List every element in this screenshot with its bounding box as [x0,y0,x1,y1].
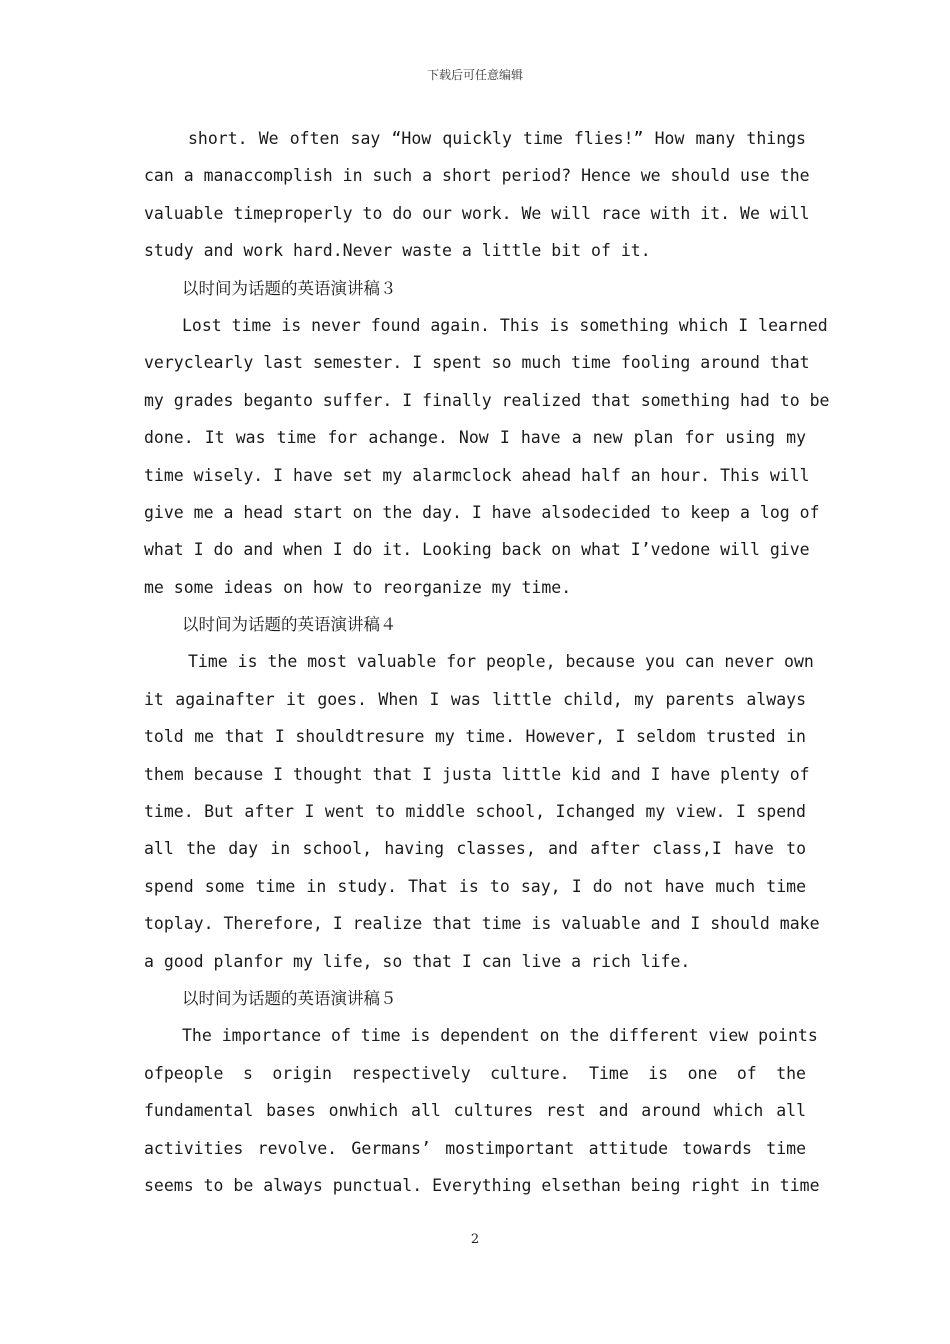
text-line: time wisely. I have set my alarmclock ahead half an hour. This will [144,465,810,485]
paragraph-speech-5 [144,1017,820,1204]
text-line: can a manaccomplish in such a short period? Hence we should use the [144,166,810,186]
text-line: me some ideas on how to reorganize my time. [144,577,572,597]
text-line: fundamental bases onwhich all cultures rest and around which all [144,1101,806,1121]
text-line: what I do and when I do it. Looking back on what I’vedone will give [144,540,810,560]
text-line: it againafter it goes. When I was little child, my parents always [144,689,806,709]
text-line: Time is the most valuable for people, because you can never own [188,652,814,672]
text-line: time. But after I went to middle school, Ichanged my view. I spend [144,802,806,822]
text-line: seems to be always punctual. Everything elsethan being right in time [144,1175,820,1195]
section-heading-3: 以时间为话题的英语演讲稿３ [182,278,397,298]
paragraph-continued [144,120,810,270]
text-line: them because I thought that I justa little kid and I have plenty of [144,764,810,784]
text-line: valuable timeproperly to do our work. We will race with it. We will [144,203,810,223]
text-line: a good planfor my life, so that I can live a rich life. [144,951,691,971]
page-number: 2 [470,1232,480,1247]
document-body [144,120,830,1204]
text-line: all the day in school, having classes, and after class,I have to [144,839,806,859]
text-line: ofpeople s origin respectively culture. Time is one of the [144,1063,806,1083]
text-line: spend some time in study. That is to say, I do not have much time [144,876,806,896]
text-line: short. We often say “How quickly time flies!” How many things [188,129,806,148]
paragraph-speech-3 [144,307,830,606]
text-line: my grades beganto suffer. I finally realized that something had to be [144,390,830,410]
text-line: told me that I shouldtresure my time. However, I seldom trusted in [144,727,806,747]
text-line: toplay. Therefore, I realize that time is valuable and I should make [144,914,820,934]
page-header-note: 下载后可任意编辑 [426,68,523,82]
section-heading-5: 以时间为话题的英语演讲稿５ [182,988,397,1008]
text-line: veryclearly last semester. I spent so much time fooling around that [144,353,810,373]
text-line: activities revolve. Germans’ mostimportant attitude towards time [144,1138,806,1158]
section-heading-4: 以时间为话题的英语演讲稿４ [182,615,397,635]
text-line: give me a head start on the day. I have alsodecided to keep a log of [144,502,820,522]
text-line: done. It was time for achange. Now I have a new plan for using my [144,428,806,448]
paragraph-speech-4 [144,643,820,980]
text-line: The importance of time is dependent on the different view points [182,1026,818,1046]
text-line: study and work hard.Never waste a little bit of it. [144,241,651,261]
text-line: Lost time is never found again. This is something which I learned [182,315,828,335]
